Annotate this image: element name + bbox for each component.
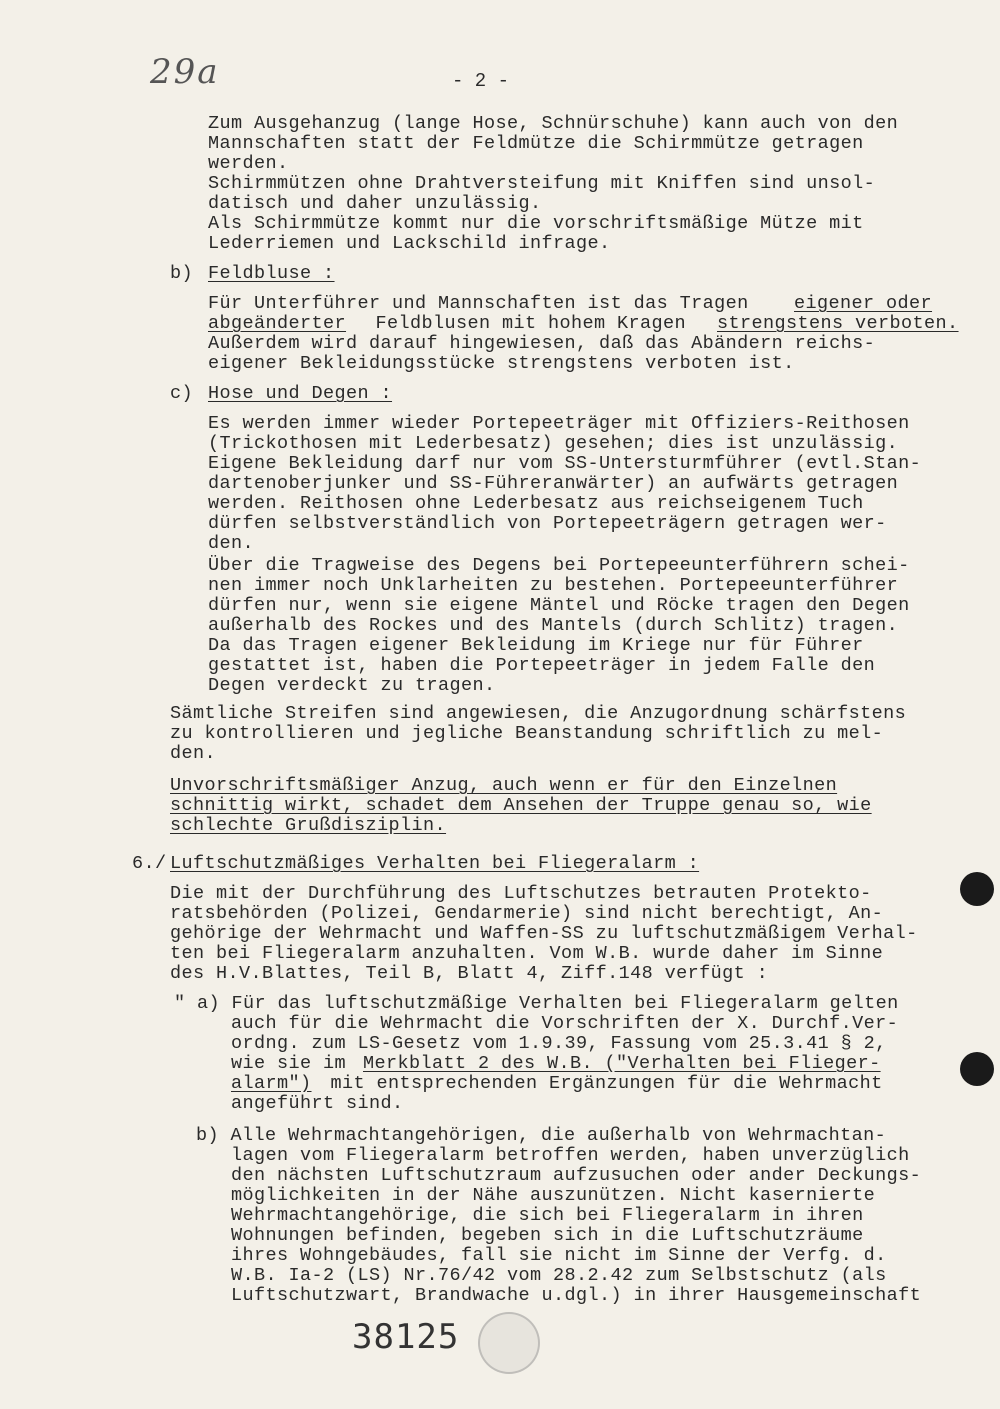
text-line: Sämtliche Streifen sind angewiesen, die Anzugordnung schärfstens (170, 703, 907, 724)
text-line: lagen vom Fliegeralarm betroffen werden, haben unverzüglich (231, 1145, 910, 1166)
text-line: datisch und daher unzulässig. (208, 193, 542, 214)
text-line: werden. (208, 153, 289, 174)
text-line: Feldblusen mit hohem Kragen (364, 313, 698, 334)
text-line: zu kontrollieren und jegliche Beanstandung schriftlich zu mel- (170, 723, 884, 744)
archive-seal-stamp (478, 1312, 540, 1374)
text-line: eigener oder (794, 293, 933, 314)
text-line: " a) Für das luftschutzmäßige Verhalten bei Fliegeralarm gelten (174, 993, 899, 1014)
text-line: mit entsprechenden Ergänzungen für die Wehrmacht (319, 1073, 883, 1094)
text-line: Unvorschriftsmäßiger Anzug, auch wenn er für den Einzelnen (170, 775, 838, 796)
text-line: Zum Ausgehanzug (lange Hose, Schnürschuhe) kann auch von den (208, 113, 899, 134)
text-line: den. (208, 533, 255, 554)
text-line: Lederriemen und Lackschild infrage. (208, 233, 611, 254)
text-line: den. (170, 743, 217, 764)
text-line: werden. Reithosen ohne Lederbesatz aus reichseigenem Tuch (208, 493, 864, 514)
text-line: ihres Wohngebäudes, fall sie nicht im Sinne der Verfg. d. (231, 1245, 887, 1266)
text-line: Degen verdeckt zu tragen. (208, 675, 496, 696)
text-line: Als Schirmmütze kommt nur die vorschriftsmäßige Mütze mit (208, 213, 864, 234)
text-line: W.B. Ia-2 (LS) Nr.76/42 vom 28.2.42 zum Selbstschutz (als (231, 1265, 887, 1286)
text-line: 6./ (132, 853, 179, 874)
text-line: eigener Bekleidungsstücke strengstens verboten ist. (208, 353, 795, 374)
text-line: dürfen nur, wenn sie eigene Mäntel und Röcke tragen den Degen (208, 595, 910, 616)
text-line: b) Alle Wehrmachtangehörigen, die außerhalb von Wehrmachtan- (196, 1125, 887, 1146)
text-line: Die mit der Durchführung des Luftschutzes betrauten Protekto- (170, 883, 872, 904)
text-line: Eigene Bekleidung darf nur vom SS-Untersturmführer (evtl.Stan- (208, 453, 922, 474)
text-line: Außerdem wird darauf hingewiesen, daß das Abändern reichs- (208, 333, 876, 354)
text-line: gestattet ist, haben die Portepeeträger in jedem Falle den (208, 655, 876, 676)
text-line: Feldbluse : (208, 263, 335, 284)
stamped-archive-number: 38125 (352, 1317, 460, 1357)
text-line: c) (170, 383, 205, 404)
text-line: Schirmmützen ohne Drahtversteifung mit Kniffen sind unsol- (208, 173, 876, 194)
text-line: schlechte Grußdisziplin. (170, 815, 447, 836)
text-line: strengstens verboten. (717, 313, 959, 334)
text-line: Über die Tragweise des Degens bei Portepeeunterführern schei- (208, 555, 910, 576)
text-line: ordng. zum LS-Gesetz vom 1.9.39, Fassung vom 25.3.41 § 2, (231, 1033, 887, 1054)
text-line: alarm") (231, 1073, 312, 1094)
text-line: (Trickothosen mit Lederbesatz) gesehen; dies ist unzulässig. (208, 433, 899, 454)
text-line: gehörige der Wehrmacht und Waffen-SS zu luftschutzmäßigem Verhal- (170, 923, 918, 944)
text-line: Es werden immer wieder Portepeeträger mit Offiziers-Reithosen (208, 413, 910, 434)
text-line: auch für die Wehrmacht die Vorschriften der X. Durchf.Ver- (231, 1013, 899, 1034)
text-line: Hose und Degen : (208, 383, 393, 404)
text-line: abgeänderter (208, 313, 347, 334)
text-line: ratsbehörden (Polizei, Gendarmerie) sind nicht berechtigt, An- (170, 903, 884, 924)
text-line: wie sie im (231, 1053, 358, 1074)
page-number: - 2 - (452, 70, 510, 92)
text-line: Wehrmachtangehörige, die sich bei Fliegeralarm in ihren (231, 1205, 864, 1226)
text-line: angeführt sind. (231, 1093, 404, 1114)
text-line: möglichkeiten in der Nähe auszunützen. Nicht kasernierte (231, 1185, 876, 1206)
text-line: Wohnungen befinden, begeben sich in die Luftschutzräume (231, 1225, 864, 1246)
text-line: außerhalb des Rockes und des Mantels (durch Schlitz) tragen. (208, 615, 899, 636)
text-line: des H.V.Blattes, Teil B, Blatt 4, Ziff.148 verfügt : (170, 963, 769, 984)
text-line: Luftschutzwart, Brandwache u.dgl.) in ihrer Hausgemeinschaft (231, 1285, 922, 1306)
text-line: ten bei Fliegeralarm anzuhalten. Vom W.B. wurde daher im Sinne (170, 943, 884, 964)
text-line: dürfen selbstverständlich von Portepeeträgern getragen wer- (208, 513, 887, 534)
text-line: dartenoberjunker und SS-Führeranwärter) an aufwärts getragen (208, 473, 899, 494)
text-line: Für Unterführer und Mannschaften ist das Tragen (208, 293, 761, 314)
handwritten-mark: 29a (150, 52, 220, 92)
text-line: Merkblatt 2 des W.B. ("Verhalten bei Flieger- (363, 1053, 881, 1074)
punch-hole (960, 1052, 994, 1086)
text-line: Da das Tragen eigener Bekleidung im Kriege nur für Führer (208, 635, 864, 656)
text-line: schnittig wirkt, schadet dem Ansehen der Truppe genau so, wie (170, 795, 872, 816)
punch-hole (960, 872, 994, 906)
text-line: Luftschutzmäßiges Verhalten bei Fliegeralarm : (170, 853, 700, 874)
text-line: Mannschaften statt der Feldmütze die Schirmmütze getragen (208, 133, 864, 154)
text-line: den nächsten Luftschutzraum aufzusuchen oder ander Deckungs- (231, 1165, 922, 1186)
text-line: nen immer noch Unklarheiten zu bestehen. Portepeeunterführer (208, 575, 899, 596)
text-line: b) (170, 263, 205, 284)
